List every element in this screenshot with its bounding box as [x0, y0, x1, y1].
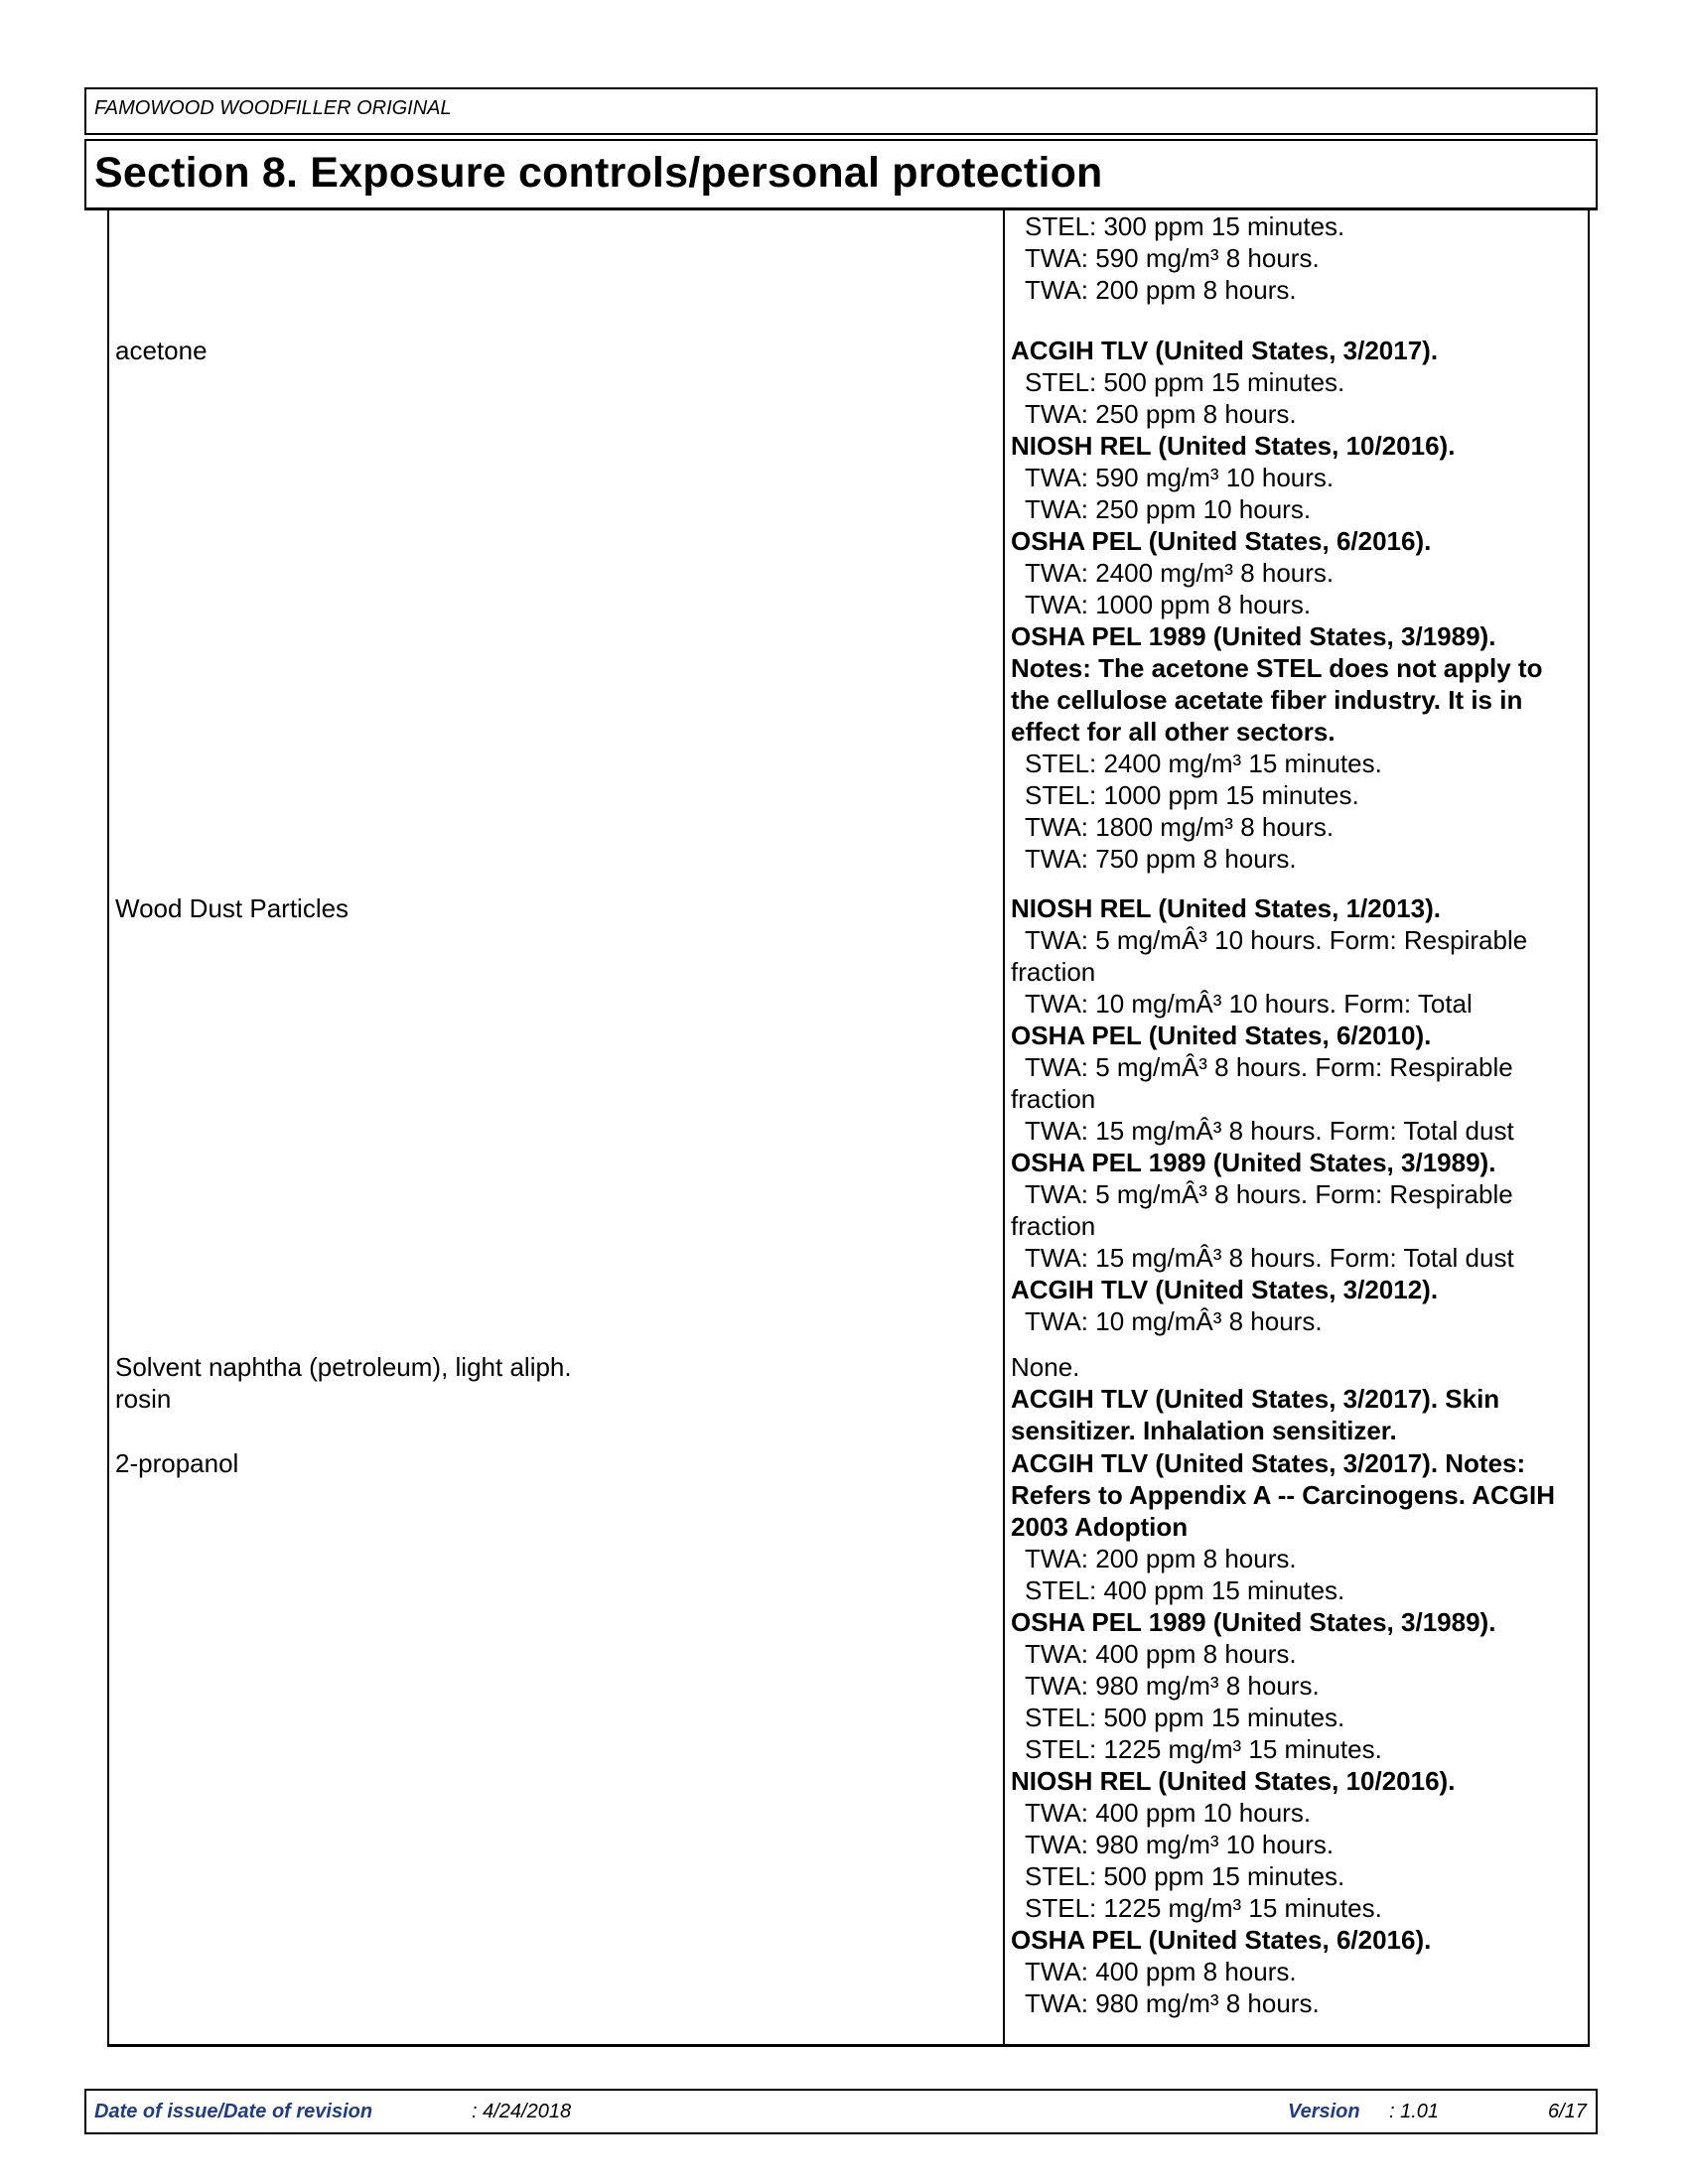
limit-line: TWA: 400 ppm 10 hours. [1025, 1798, 1312, 1828]
limit-line: STEL: 1225 mg/m³ 15 minutes. [1025, 1893, 1382, 1923]
limit-heading: OSHA PEL (United States, 6/2016). [1011, 1925, 1432, 1955]
limit-line: TWA: 200 ppm 8 hours. [1025, 1544, 1297, 1573]
limit-line: STEL: 2400 mg/m³ 15 minutes. [1025, 749, 1382, 778]
limit-line: STEL: 400 ppm 15 minutes. [1025, 1575, 1345, 1605]
section-header [84, 139, 1598, 210]
limit-line: fraction [1011, 1211, 1096, 1241]
limit-line: TWA: 10 mg/mÂ³ 10 hours. Form: Total [1025, 989, 1473, 1019]
limit-line: None. [1011, 1352, 1080, 1382]
limit-line: fraction [1011, 1084, 1096, 1114]
limit-line: TWA: 5 mg/mÂ³ 8 hours. Form: Respirable [1025, 1179, 1513, 1209]
document-header [84, 87, 1598, 135]
limit-notes: Notes: The acetone STEL does not apply to the cellulose acetate fiber industry. It is in effect for all other sectors. [1011, 653, 1543, 747]
limit-line: STEL: 500 ppm 15 minutes. [1025, 1861, 1345, 1891]
limit-line: TWA: 1000 ppm 8 hours. [1025, 590, 1312, 619]
limit-heading: ACGIH TLV (United States, 3/2017). Notes: Refers to Appendix A -- Carcinogens. ACGIH 2003 Adoption [1011, 1448, 1555, 1542]
date-of-issue-label: Date of issue/Date of revision [94, 2101, 373, 2122]
date-of-issue-value: : 4/24/2018 [472, 2101, 572, 2122]
continuation-limits [1011, 210, 1587, 306]
limit-line: STEL: 1000 ppm 15 minutes. [1025, 780, 1359, 810]
limit-line: TWA: 400 ppm 8 hours. [1025, 1957, 1297, 1986]
limit-line: TWA: 980 mg/m³ 8 hours. [1025, 1671, 1320, 1701]
limits-acetone [1011, 335, 1587, 875]
ingredient-name-2-propanol: 2-propanol [115, 1448, 239, 1478]
limit-heading: NIOSH REL (United States, 1/2013). [1011, 893, 1441, 923]
limit-line: TWA: 590 mg/m³ 8 hours. [1025, 243, 1320, 273]
limit-line: TWA: 200 ppm 8 hours. [1025, 275, 1297, 305]
limit-line: TWA: 400 ppm 8 hours. [1025, 1639, 1297, 1669]
version-label: Version [1288, 2101, 1360, 2122]
ingredient-name-rosin: rosin [115, 1384, 172, 1414]
limit-line: STEL: 500 ppm 15 minutes. [1025, 367, 1345, 397]
limit-line: STEL: 300 ppm 15 minutes. [1025, 211, 1345, 241]
limit-heading: ACGIH TLV (United States, 3/2017). [1011, 336, 1439, 365]
limits-2-propanol [1011, 1447, 1587, 2019]
product-name: FAMOWOOD WOODFILLER ORIGINAL [94, 97, 452, 119]
limit-line: TWA: 980 mg/m³ 8 hours. [1025, 1988, 1320, 2018]
limit-heading: ACGIH TLV (United States, 3/2012). [1011, 1275, 1439, 1304]
ingredient-name-solvent-naphtha: Solvent naphtha (petroleum), light aliph. [115, 1352, 572, 1382]
ingredient-name-acetone: acetone [115, 336, 208, 365]
version-value: : 1.01 [1389, 2101, 1440, 2122]
limit-heading: OSHA PEL 1989 (United States, 3/1989). [1011, 1607, 1496, 1637]
limit-line: STEL: 1225 mg/m³ 15 minutes. [1025, 1734, 1382, 1764]
limit-heading: OSHA PEL 1989 (United States, 3/1989). [1011, 1148, 1496, 1177]
limit-line: TWA: 250 ppm 10 hours. [1025, 494, 1312, 524]
limit-line: TWA: 15 mg/mÂ³ 8 hours. Form: Total dust [1025, 1116, 1514, 1146]
limit-line: STEL: 500 ppm 15 minutes. [1025, 1703, 1345, 1732]
limit-line: TWA: 2400 mg/m³ 8 hours. [1025, 558, 1335, 588]
limit-heading: OSHA PEL (United States, 6/2016). [1011, 526, 1432, 556]
page-number: 6/17 [1548, 2101, 1587, 2122]
limit-line: TWA: 5 mg/mÂ³ 10 hours. Form: Respirable [1025, 925, 1528, 955]
limit-line: TWA: 750 ppm 8 hours. [1025, 844, 1297, 874]
limit-line: TWA: 10 mg/mÂ³ 8 hours. [1025, 1306, 1323, 1336]
limit-heading: NIOSH REL (United States, 10/2016). [1011, 431, 1456, 461]
limit-line: TWA: 15 mg/mÂ³ 8 hours. Form: Total dust [1025, 1243, 1514, 1273]
limit-heading: NIOSH REL (United States, 10/2016). [1011, 1766, 1456, 1796]
document-footer [84, 2089, 1598, 2134]
limits-rosin [1011, 1383, 1587, 1446]
section-title: Section 8. Exposure controls/personal protection [94, 149, 1103, 197]
limit-heading: OSHA PEL 1989 (United States, 3/1989). [1011, 621, 1496, 651]
column-divider [1003, 208, 1005, 2045]
limits-wood-dust [1011, 892, 1587, 1337]
limit-line: TWA: 1800 mg/m³ 8 hours. [1025, 812, 1335, 842]
limits-solvent-naphtha [1011, 1351, 1587, 1383]
limit-line: TWA: 5 mg/mÂ³ 8 hours. Form: Respirable [1025, 1052, 1513, 1082]
limit-line: TWA: 590 mg/m³ 10 hours. [1025, 463, 1335, 492]
limit-heading: ACGIH TLV (United States, 3/2017). Skin sensitizer. Inhalation sensitizer. [1011, 1384, 1500, 1445]
limit-line: TWA: 250 ppm 8 hours. [1025, 399, 1297, 429]
limit-line: fraction [1011, 957, 1096, 987]
limit-heading: OSHA PEL (United States, 6/2010). [1011, 1021, 1432, 1050]
ingredient-name-wood-dust: Wood Dust Particles [115, 893, 350, 923]
limit-line: TWA: 980 mg/m³ 10 hours. [1025, 1830, 1335, 1859]
